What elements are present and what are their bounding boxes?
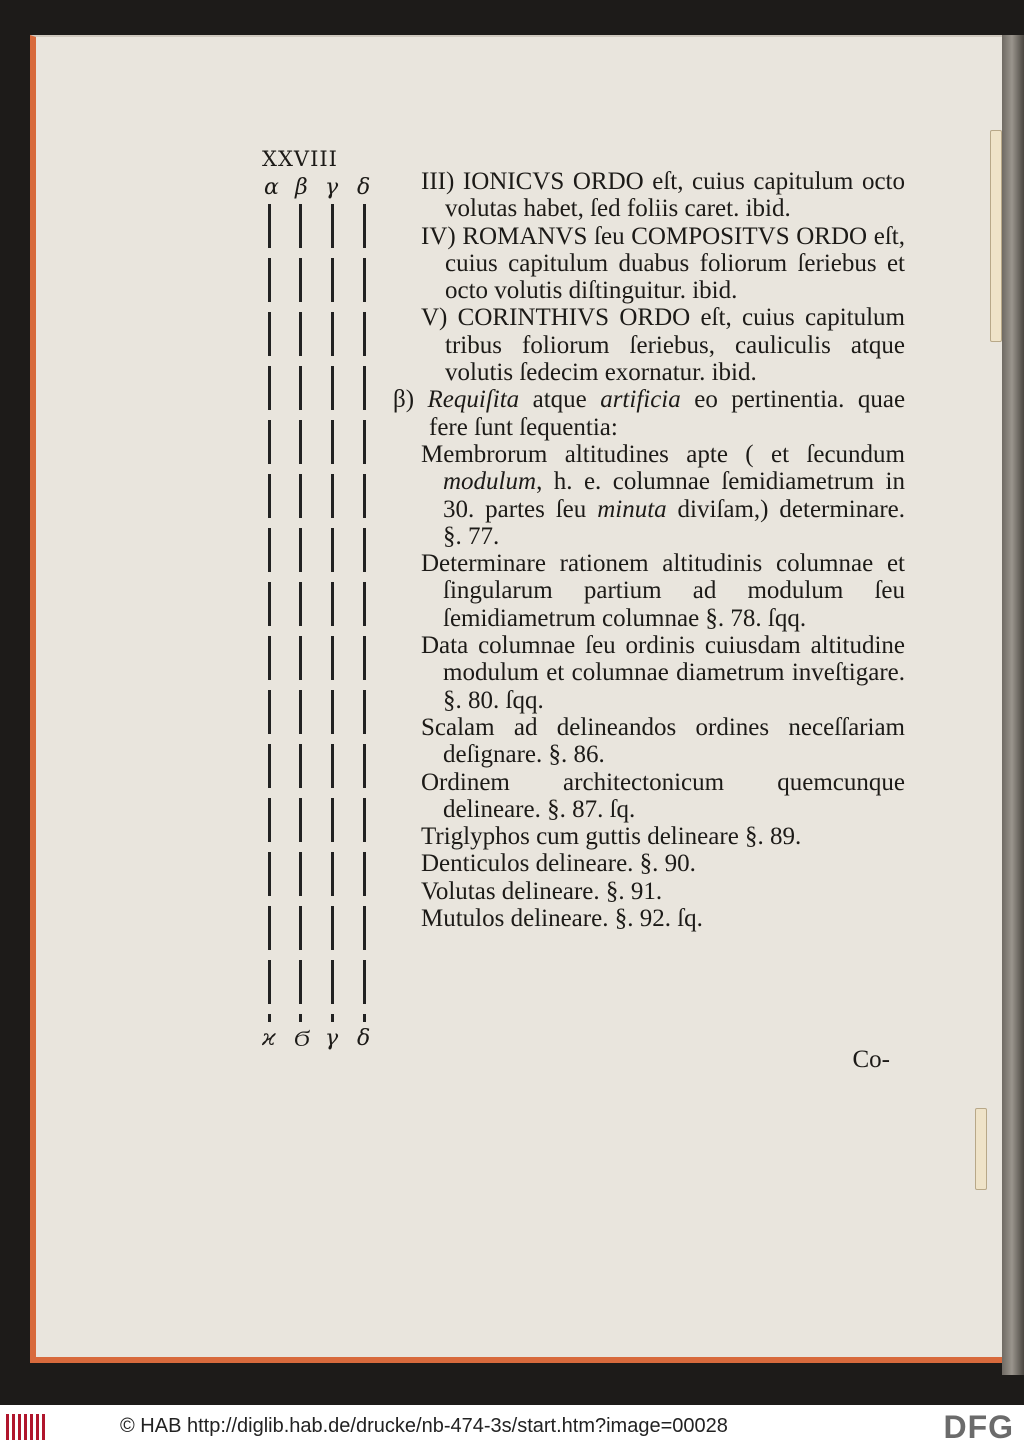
item-denticulos: Denticulos delineare. §. 90. xyxy=(421,850,696,878)
item-volutas: Volutas delineare. §. 91. xyxy=(421,877,663,905)
greek-delta-bottom: δ xyxy=(357,1026,371,1051)
item-membrorum-part-b: , h. e. columnae ſemidiametrum in 30. partes ſeu xyxy=(443,468,905,523)
book-spine xyxy=(1002,35,1024,1375)
greek-delta-top: δ xyxy=(357,175,371,200)
hab-barcode-icon xyxy=(6,1414,46,1440)
paper-tab-top xyxy=(990,130,1002,342)
viewer-footer xyxy=(0,1405,1024,1448)
column-rule-beta xyxy=(299,204,302,1022)
greek-gamma-bottom: γ xyxy=(325,1026,339,1051)
term-requisita: Requiſita xyxy=(427,386,520,414)
greek-alpha-bottom: ϰ xyxy=(262,1026,276,1051)
item-data-columnae: Data columnae ſeu ordinis cuiusdam altitudine modulum et columnae diametrum inveſtigare. §. 80. ſqq. xyxy=(421,632,905,714)
section-beta-rest: eo pertinentia. quae fere ſunt ſequentia: xyxy=(429,386,906,441)
section-beta-label: β) xyxy=(393,386,415,414)
entry-romanus: IV) ROMANVS ſeu COMPOSITVS ORDO eſt, cuius capitulum duabus foliorum ſeriebus et octo volutis diſtinguitur. ibid. xyxy=(421,222,905,305)
item-membrorum xyxy=(393,441,905,550)
item-scalam: Scalam ad delineandos ordines neceſſariam deſignare. §. 86. xyxy=(421,713,905,769)
column-rule-delta xyxy=(363,204,366,1022)
term-modulum: modulum xyxy=(443,468,537,496)
entry-ionicus: III) IONICVS ORDO eſt, cuius capitulum octo volutas habet, ſed foliis caret. ibid. xyxy=(421,168,905,223)
item-ordinem: Ordinem architectonicum quemcunque delineare. §. 87. ſq. xyxy=(421,768,905,823)
greek-alpha-top: α xyxy=(264,175,279,200)
section-beta-and: atque xyxy=(532,386,587,414)
greek-beta-bottom: Ϭ xyxy=(294,1027,310,1052)
dfg-logo: DFG xyxy=(943,1409,1014,1445)
item-determinare: Determinare rationem altitudinis columnae et ſingularum partium ad modulum ſeu ſemidiametrum columnae §. 78. ſqq. xyxy=(421,550,905,632)
item-membrorum-part-a: Membrorum altitudines apte ( et ſecundum xyxy=(421,440,905,468)
term-artificia: artificia xyxy=(600,386,681,414)
column-rule-alpha xyxy=(268,204,271,1022)
item-triglyphos: Triglyphos cum guttis delineare §. 89. xyxy=(421,823,802,851)
page-number: XXVIII xyxy=(262,147,338,171)
greek-beta-top: β xyxy=(295,175,308,200)
paper-tab-bottom xyxy=(975,1108,987,1190)
item-membrorum-part-c: diviſam,) determinare. §. 77. xyxy=(443,495,906,550)
entry-corinthius: V) CORINTHIVS ORDO eſt, cuius capitulum tribus foliorum ſeriebus, cauliculis atque volutis ſedecim exornatur. ibid. xyxy=(421,304,905,387)
catchword: Co- xyxy=(852,1046,890,1073)
main-text xyxy=(393,168,905,932)
greek-gamma-top: γ xyxy=(325,175,339,200)
section-beta xyxy=(393,386,905,441)
column-rule-gamma xyxy=(331,204,334,1022)
term-minuta: minuta xyxy=(597,495,667,523)
item-mutulos: Mutulos delineare. §. 92. ſq. xyxy=(421,905,703,933)
source-link[interactable]: © HAB http://diglib.hab.de/drucke/nb-474-3s/start.htm?image=00028 xyxy=(120,1415,728,1437)
